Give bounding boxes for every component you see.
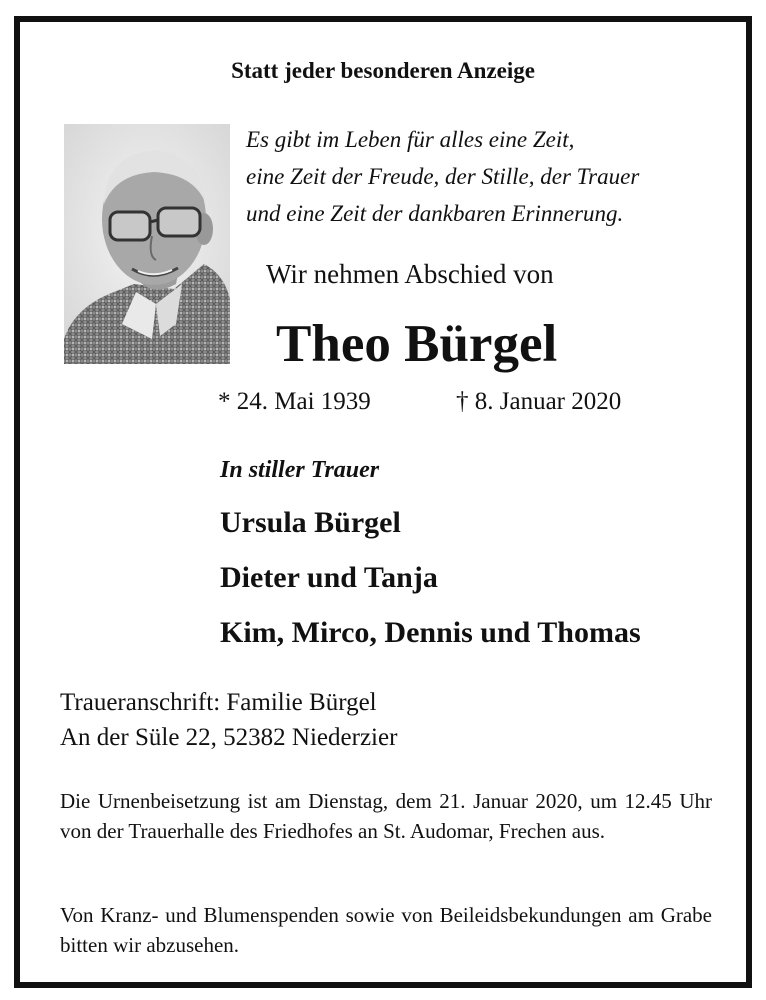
notice-header: Statt jeder besonderen Anzeige <box>231 58 535 83</box>
address-line: Traueranschrift: Familie Bürgel <box>60 689 377 716</box>
donation-note: Von Kranz- und Blumenspenden sowie von Beileidsbekundungen am Grabe bitten wir abzusehen. <box>60 903 712 957</box>
mourner-name: Ursula Bürgel <box>220 506 401 539</box>
deceased-name: Theo Bürgel <box>276 315 558 373</box>
mourning-address <box>60 685 397 755</box>
funeral-details: Die Urnenbeisetzung ist am Dienstag, dem 21. Januar 2020, um 12.45 Uhr von der Trauerhalle des Friedhofes an St. Audomar, Frechen aus. <box>60 789 712 843</box>
farewell-intro: Wir nehmen Abschied von <box>266 259 554 289</box>
poem <box>246 121 639 232</box>
obituary-frame <box>14 16 752 988</box>
mourner-name: Dieter und Tanja <box>220 561 438 594</box>
poem-line: Es gibt im Leben für alles eine Zeit, <box>246 127 575 152</box>
portrait-photo <box>64 124 230 364</box>
address-line: An der Süle 22, 52382 Niederzier <box>60 724 398 751</box>
death-date: † 8. Januar 2020 <box>456 388 622 415</box>
birth-date: * 24. Mai 1939 <box>218 388 371 415</box>
poem-line: eine Zeit der Freude, der Stille, der Trauer <box>246 164 640 189</box>
mourning-label: In stiller Trauer <box>220 457 380 483</box>
mourner-name: Kim, Mirco, Dennis und Thomas <box>220 616 641 649</box>
poem-line: und eine Zeit der dankbaren Erinnerung. <box>246 201 624 226</box>
life-dates <box>218 388 621 416</box>
